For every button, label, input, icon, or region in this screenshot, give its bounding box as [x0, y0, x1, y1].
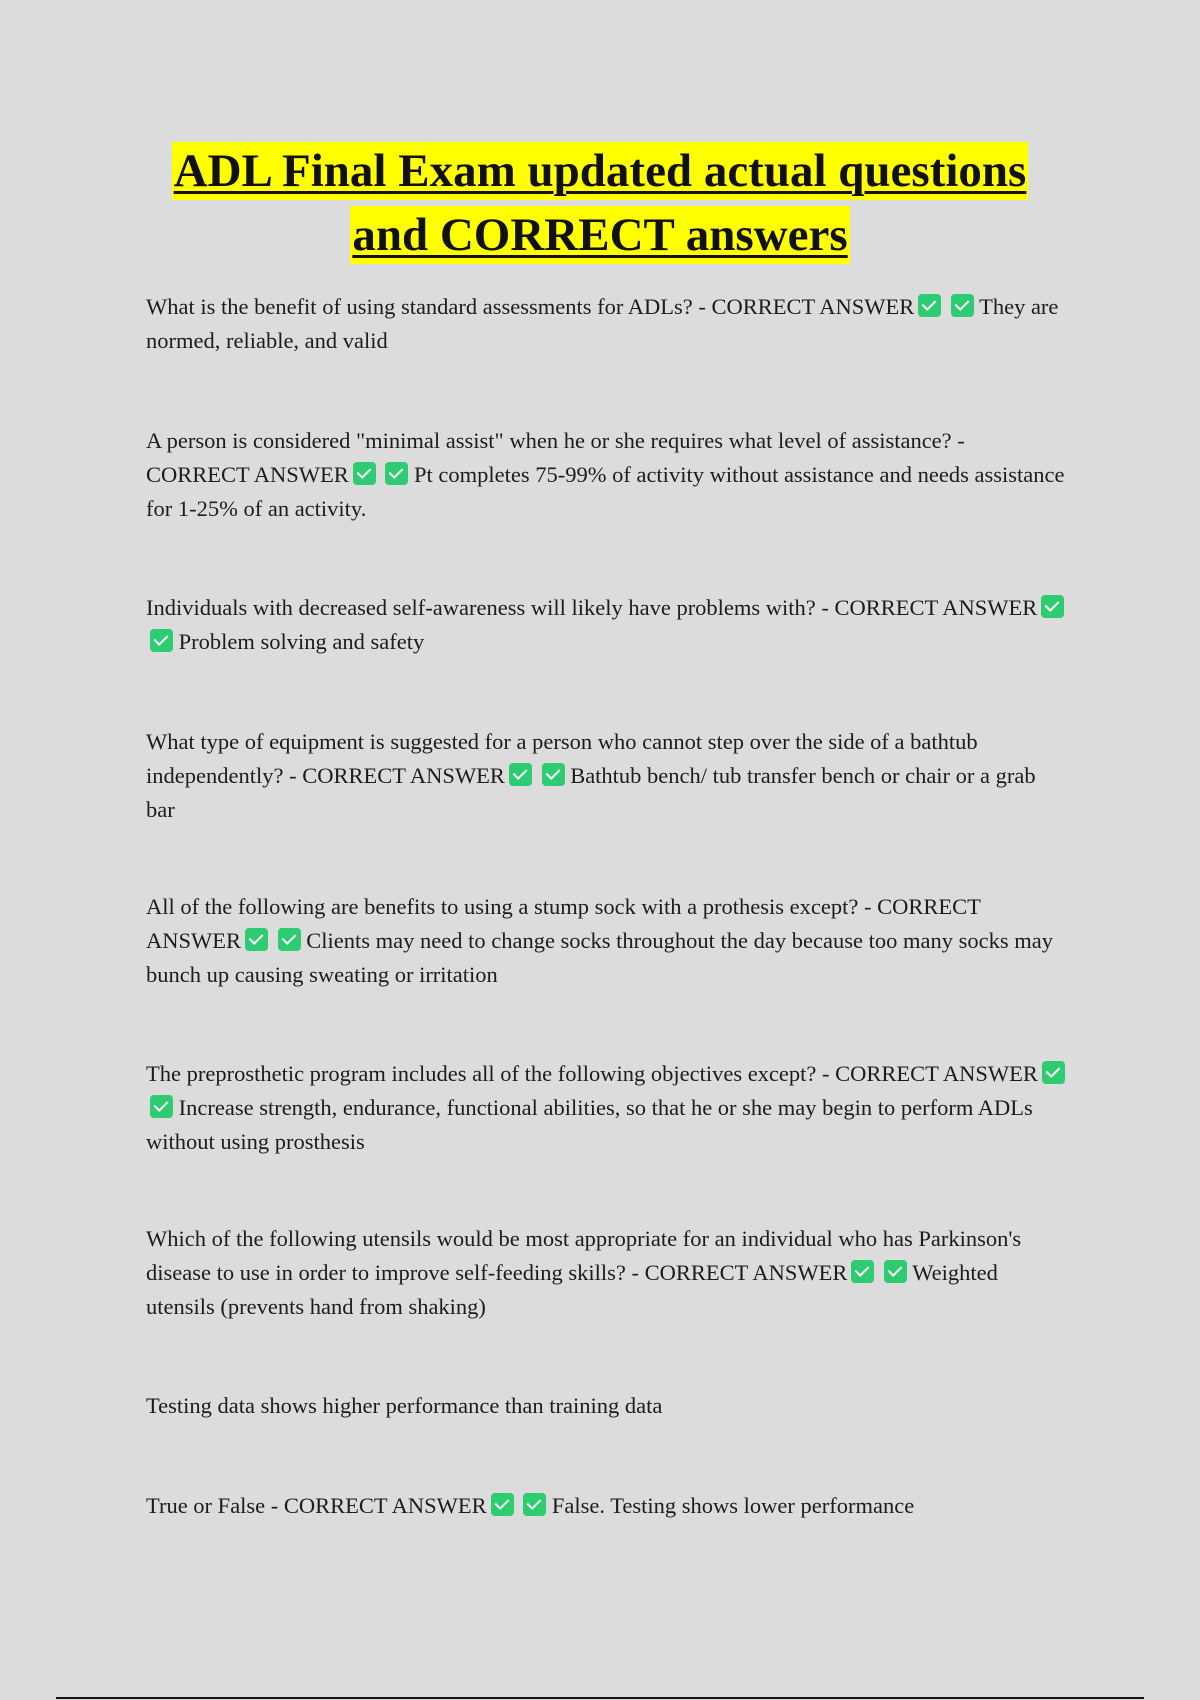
- question-text: What is the benefit of using standard assessments for ADLs? - CORRECT ANSWER: [146, 294, 915, 319]
- check-mark-icon: [509, 763, 532, 786]
- answer-text: Increase strength, endurance, functional abilities, so that he or she may begin to perform ADLs without using prosthesis: [146, 1095, 1033, 1154]
- check-mark-icon: [1041, 595, 1064, 618]
- answer-text: They are normed, reliable, and valid: [146, 294, 1059, 353]
- check-mark-icon: [150, 629, 173, 652]
- check-mark-icon: [523, 1493, 546, 1516]
- qa-item: [146, 1489, 1066, 1523]
- standalone-statement: [146, 1389, 1066, 1423]
- document-title: [100, 142, 1100, 270]
- answer-text: Bathtub bench/ tub transfer bench or chair or a grab bar: [146, 763, 1036, 822]
- statement-text: Testing data shows higher performance than training data: [146, 1393, 663, 1418]
- question-text: Individuals with decreased self-awareness will likely have problems with? - CORRECT ANSWER: [146, 595, 1038, 620]
- question-text: All of the following are benefits to using a stump sock with a prothesis except? - CORRECT ANSWER: [146, 894, 981, 953]
- question-text: What type of equipment is suggested for a person who cannot step over the side of a bathtub independently? - CORRECT ANSWER: [146, 729, 978, 788]
- check-mark-icon: [245, 928, 268, 951]
- footer-divider: [56, 1697, 1144, 1699]
- qa-item: [146, 1057, 1066, 1159]
- answer-text: Problem solving and safety: [178, 629, 425, 654]
- qa-item: [146, 290, 1066, 358]
- qa-item: [146, 591, 1066, 659]
- title-line-1: ADL Final Exam updated actual questions: [172, 142, 1029, 200]
- qa-item: [146, 725, 1066, 827]
- check-mark-icon: [951, 294, 974, 317]
- question-text: A person is considered "minimal assist" when he or she requires what level of assistance? - CORRECT ANSWER: [146, 428, 965, 487]
- check-mark-icon: [491, 1493, 514, 1516]
- qa-item: [146, 1222, 1066, 1324]
- answer-text: Clients may need to change socks throughout the day because too many socks may bunch up causing sweating or irritation: [146, 928, 1053, 987]
- check-mark-icon: [278, 928, 301, 951]
- check-mark-icon: [1042, 1061, 1065, 1084]
- title-line-2: and CORRECT answers: [350, 206, 849, 264]
- check-mark-icon: [385, 462, 408, 485]
- question-text: Which of the following utensils would be most appropriate for an individual who has Parkinson's disease to use in order to improve self-feeding skills? - CORRECT ANSWER: [146, 1226, 1022, 1285]
- check-mark-icon: [884, 1260, 907, 1283]
- question-text: True or False - CORRECT ANSWER: [146, 1493, 487, 1518]
- check-mark-icon: [851, 1260, 874, 1283]
- answer-text: False. Testing shows lower performance: [551, 1493, 915, 1518]
- question-text: The preprosthetic program includes all of the following objectives except? - CORRECT ANSWER: [146, 1061, 1038, 1086]
- qa-item: [146, 890, 1066, 992]
- answer-text: Weighted utensils (prevents hand from shaking): [146, 1260, 998, 1319]
- check-mark-icon: [918, 294, 941, 317]
- qa-item: [146, 424, 1066, 526]
- check-mark-icon: [150, 1095, 173, 1118]
- check-mark-icon: [542, 763, 565, 786]
- check-mark-icon: [353, 462, 376, 485]
- answer-text: Pt completes 75-99% of activity without assistance and needs assistance for 1-25% of an activity.: [146, 462, 1065, 521]
